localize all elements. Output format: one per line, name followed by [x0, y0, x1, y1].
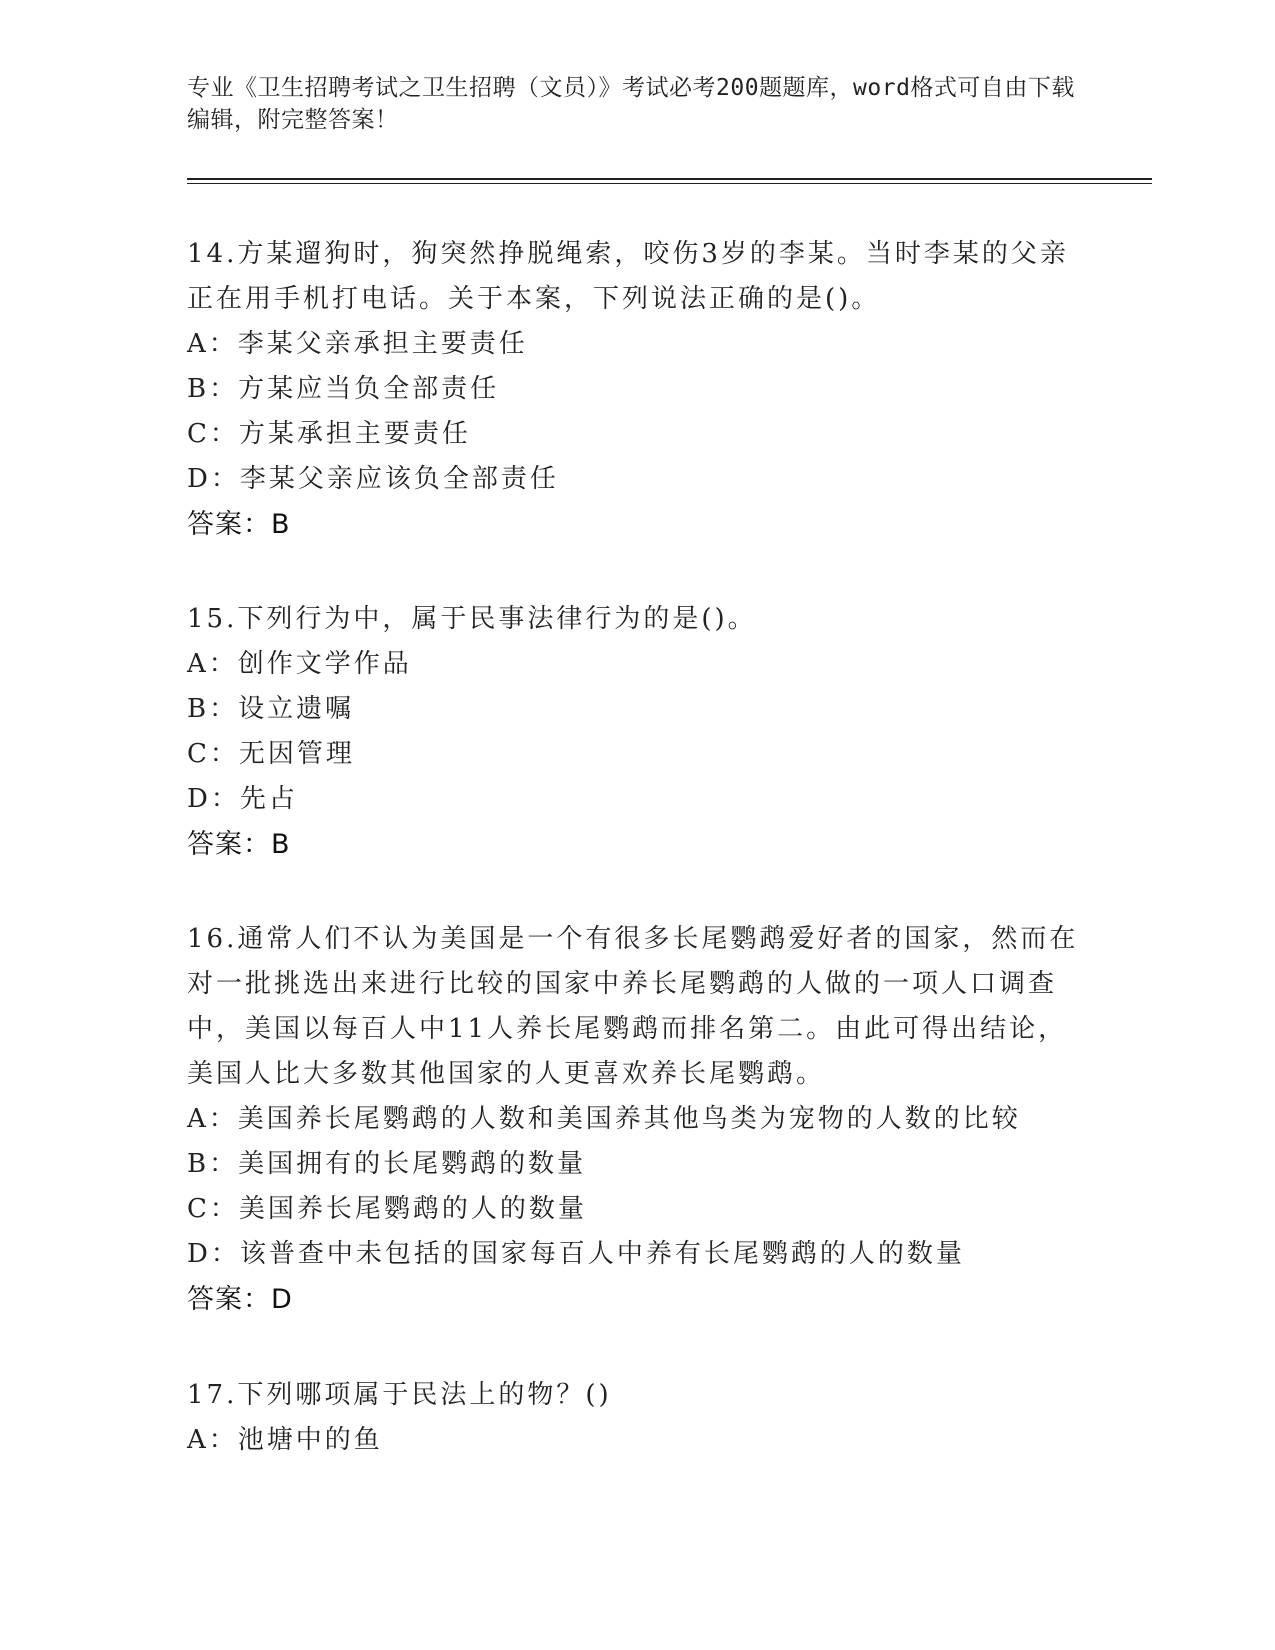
question-stem: 17.下列哪项属于民法上的物？()	[187, 1380, 612, 1410]
answer-line: 答案：B	[187, 509, 291, 540]
question-stem: 16.通常人们不认为美国是一个有很多长尾鹦鹉爱好者的国家，然而在对一批挑选出来进行比较的国家中养长尾鹦鹉的人做的一项人口调查中，美国以每百人中11人养长尾鹦鹉而排名第二。由此可得出结论，美国人比大多数其他国家的人更喜欢养长尾鹦鹉。	[187, 924, 1079, 1089]
option-d: D：李某父亲应该负全部责任	[187, 464, 559, 494]
question-14	[187, 232, 1087, 547]
option-b: B：方某应当负全部责任	[187, 374, 500, 404]
answer-line: 答案：D	[187, 1284, 293, 1315]
option-c: C：美国养长尾鹦鹉的人的数量	[187, 1194, 587, 1224]
answer-line: 答案：B	[187, 829, 291, 860]
option-b: B：设立遗嘱	[187, 694, 355, 724]
option-c: C：无因管理	[187, 739, 355, 769]
question-16	[187, 917, 1087, 1322]
question-15	[187, 597, 1087, 867]
header-divider-thick	[187, 178, 1152, 180]
question-17	[187, 1373, 1087, 1463]
question-stem: 15.下列行为中，属于民事法律行为的是()。	[187, 604, 757, 634]
question-stem: 14.方某遛狗时，狗突然挣脱绳索，咬伤3岁的李某。当时李某的父亲正在用手机打电话。关于本案，下列说法正确的是()。	[187, 239, 1069, 314]
option-b: B：美国拥有的长尾鹦鹉的数量	[187, 1149, 587, 1179]
option-d: D：先占	[187, 784, 298, 814]
document-header: 专业《卫生招聘考试之卫生招聘（文员）》考试必考200题题库，word格式可自由下载编辑，附完整答案！	[187, 75, 1075, 133]
option-a: A：创作文学作品	[187, 649, 412, 679]
option-d: D：该普查中未包括的国家每百人中养有长尾鹦鹉的人的数量	[187, 1239, 965, 1269]
option-a: A：李某父亲承担主要责任	[187, 329, 528, 359]
option-a: A：美国养长尾鹦鹉的人数和美国养其他鸟类为宠物的人数的比较	[187, 1104, 1021, 1134]
option-a: A：池塘中的鱼	[187, 1425, 383, 1455]
option-c: C：方某承担主要责任	[187, 419, 471, 449]
header-divider-thin	[187, 183, 1152, 184]
